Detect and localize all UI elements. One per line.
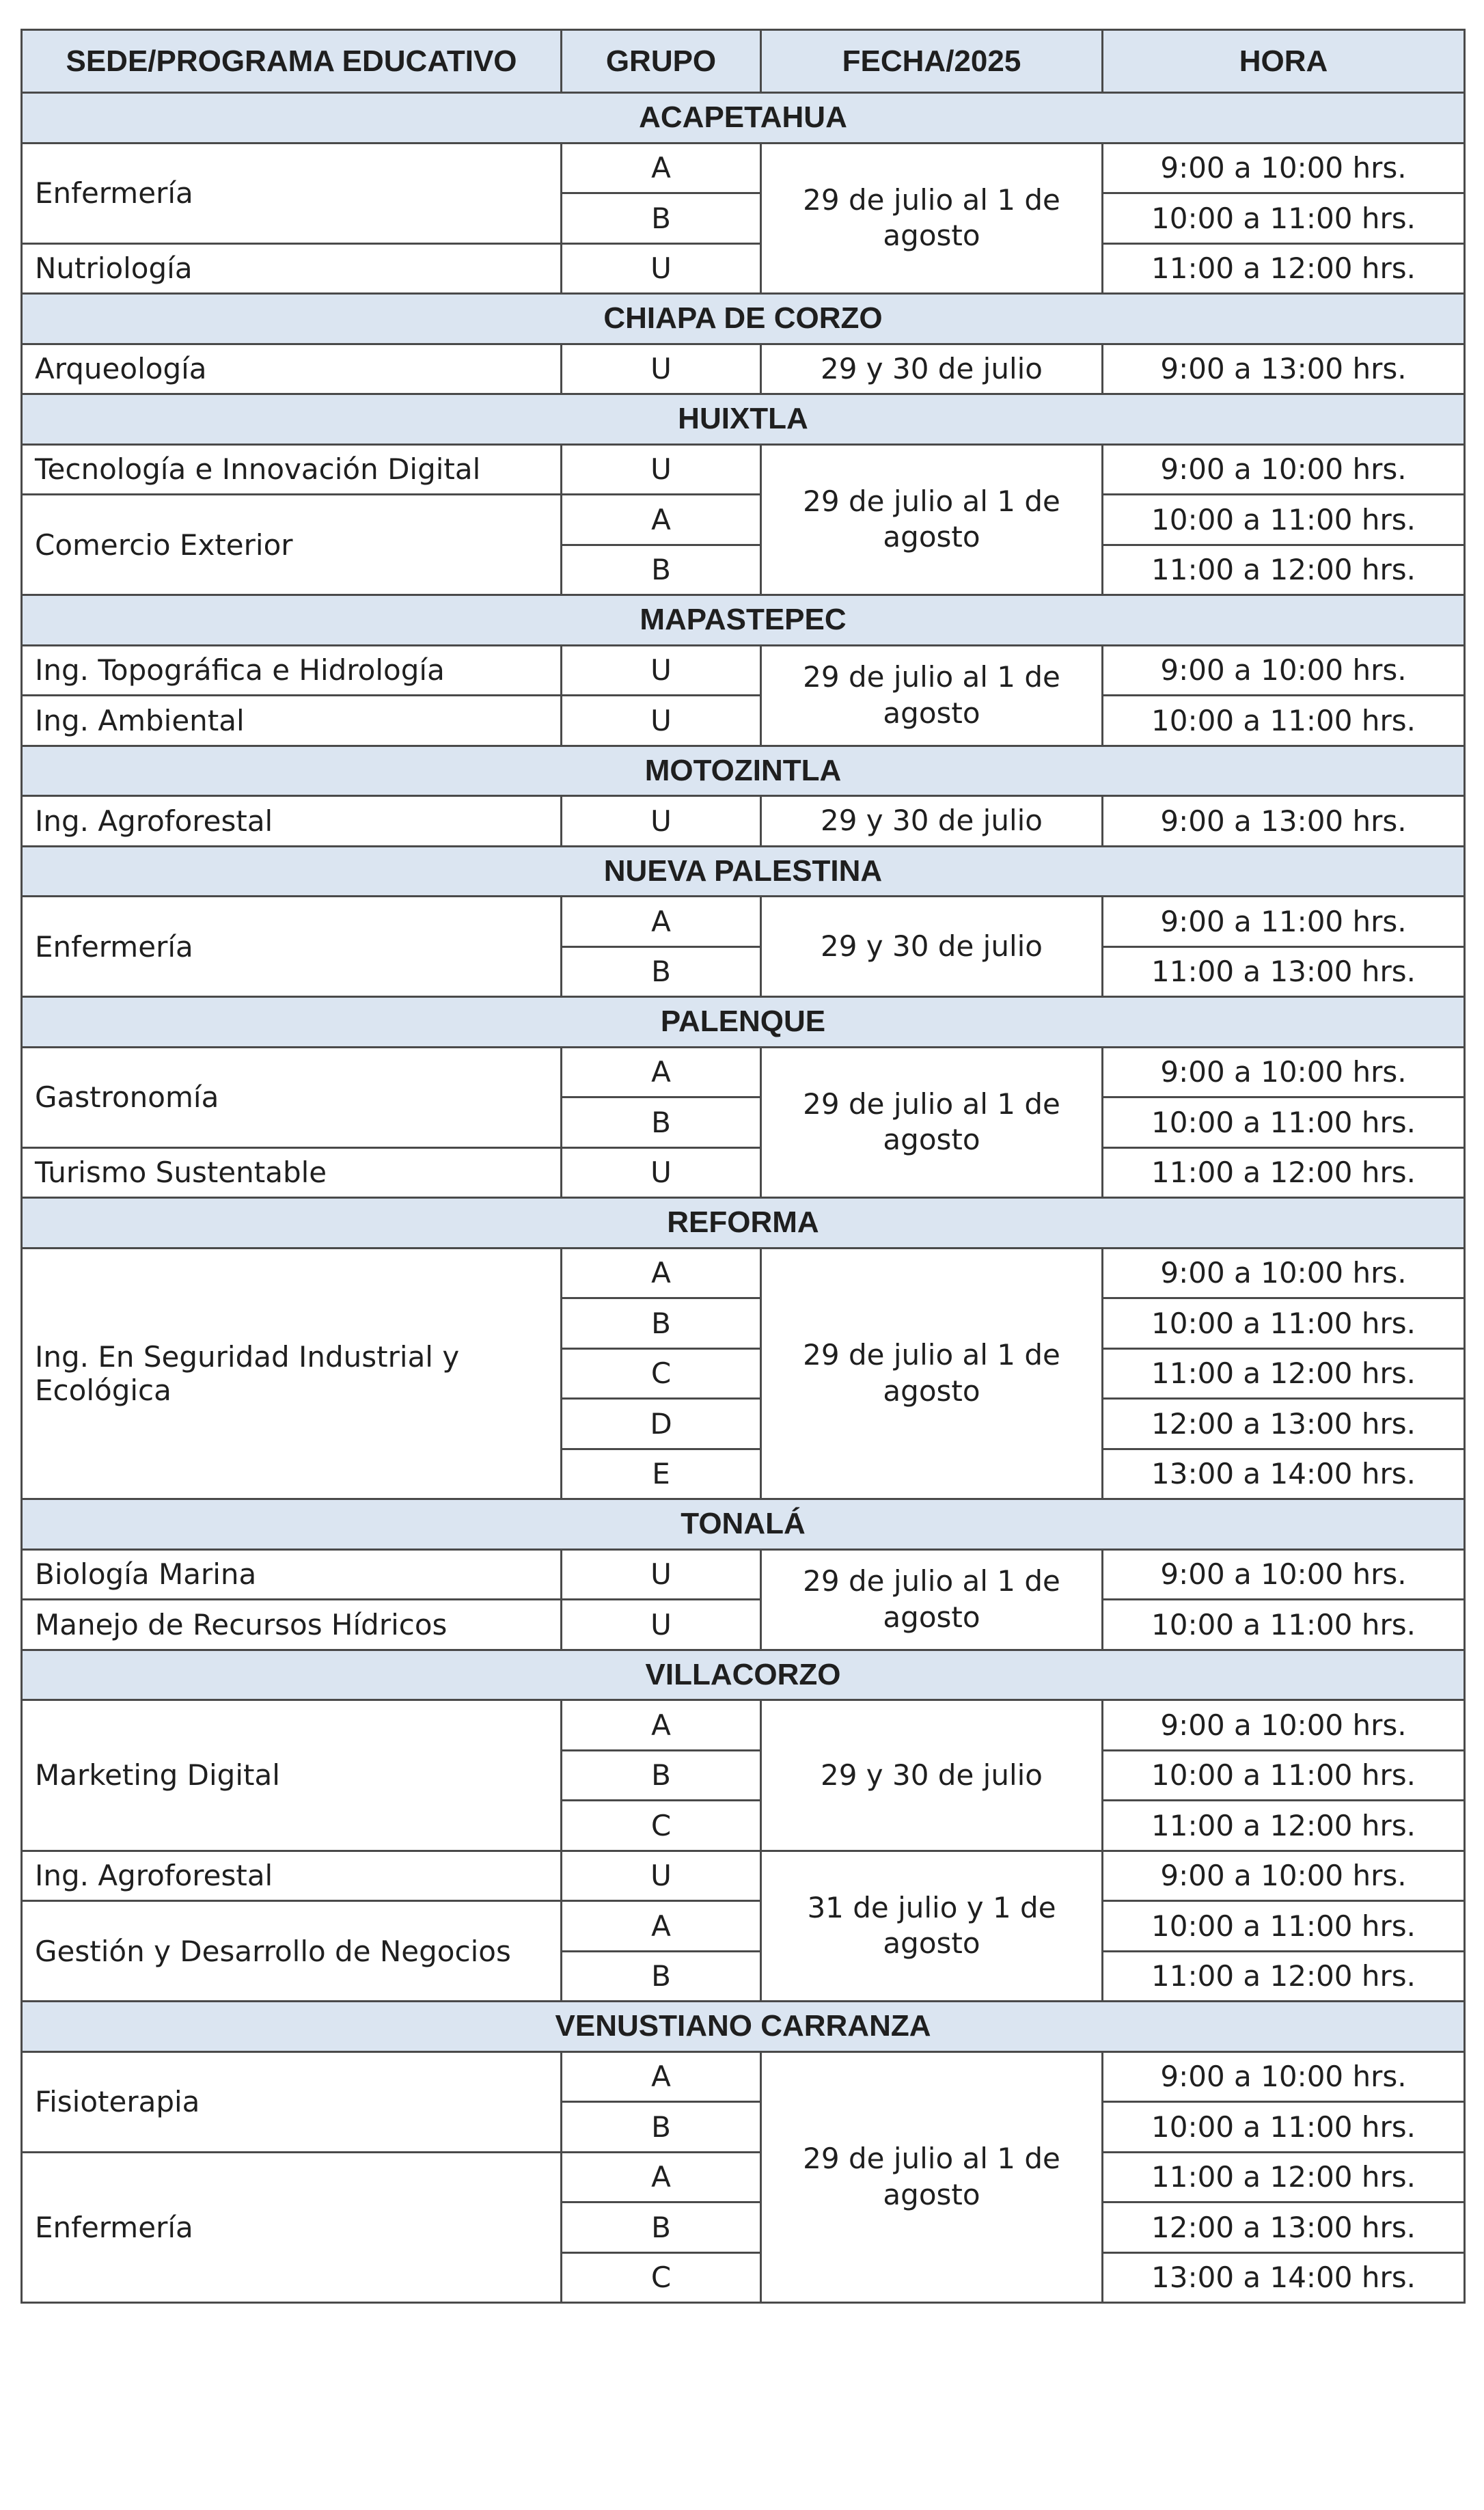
grupo-cell: B bbox=[562, 545, 761, 595]
hora-cell: 12:00 a 13:00 hrs. bbox=[1103, 2202, 1465, 2253]
fecha-cell: 29 de julio al 1 de agosto bbox=[761, 143, 1103, 294]
sede-row bbox=[22, 294, 1465, 344]
hora-cell: 10:00 a 11:00 hrs. bbox=[1103, 1097, 1465, 1148]
programa-cell: Ing. Ambiental bbox=[22, 696, 562, 746]
hora-cell: 11:00 a 12:00 hrs. bbox=[1103, 1348, 1465, 1399]
grupo-cell: A bbox=[562, 1700, 761, 1751]
sede-row bbox=[22, 1198, 1465, 1249]
sede-row bbox=[22, 595, 1465, 646]
grupo-cell: C bbox=[562, 1348, 761, 1399]
hora-cell: 11:00 a 13:00 hrs. bbox=[1103, 946, 1465, 997]
table-row bbox=[22, 1248, 1465, 1298]
grupo-cell: A bbox=[562, 143, 761, 193]
grupo-cell: U bbox=[562, 1549, 761, 1600]
hora-cell: 13:00 a 14:00 hrs. bbox=[1103, 1449, 1465, 1499]
hora-cell: 13:00 a 14:00 hrs. bbox=[1103, 2252, 1465, 2303]
grupo-cell: C bbox=[562, 2252, 761, 2303]
table-row bbox=[22, 696, 1465, 746]
hora-cell: 9:00 a 10:00 hrs. bbox=[1103, 1047, 1465, 1097]
table-row bbox=[22, 645, 1465, 696]
fecha-cell: 29 de julio al 1 de agosto bbox=[761, 1248, 1103, 1499]
programa-cell: Gestión y Desarrollo de Negocios bbox=[22, 1901, 562, 2002]
grupo-cell: B bbox=[562, 2202, 761, 2253]
header-hora: HORA bbox=[1103, 30, 1465, 93]
programa-cell: Marketing Digital bbox=[22, 1700, 562, 1851]
grupo-cell: B bbox=[562, 946, 761, 997]
sede-name: REFORMA bbox=[22, 1198, 1465, 1249]
hora-cell: 11:00 a 12:00 hrs. bbox=[1103, 1801, 1465, 1851]
hora-cell: 11:00 a 12:00 hrs. bbox=[1103, 243, 1465, 294]
grupo-cell: A bbox=[562, 2152, 761, 2202]
hora-cell: 9:00 a 10:00 hrs. bbox=[1103, 1248, 1465, 1298]
fecha-cell: 29 y 30 de julio bbox=[761, 897, 1103, 997]
sede-row bbox=[22, 846, 1465, 897]
table-row bbox=[22, 1700, 1465, 1751]
schedule-body bbox=[22, 93, 1465, 2303]
sede-name: MOTOZINTLA bbox=[22, 746, 1465, 796]
programa-cell: Fisioterapia bbox=[22, 2051, 562, 2152]
table-row bbox=[22, 344, 1465, 394]
programa-cell: Comercio Exterior bbox=[22, 495, 562, 595]
sede-name: TONALÁ bbox=[22, 1499, 1465, 1550]
sede-row bbox=[22, 746, 1465, 796]
hora-cell: 11:00 a 12:00 hrs. bbox=[1103, 2152, 1465, 2202]
hora-cell: 10:00 a 11:00 hrs. bbox=[1103, 1600, 1465, 1650]
sede-name: PALENQUE bbox=[22, 997, 1465, 1048]
programa-cell: Nutriología bbox=[22, 243, 562, 294]
table-row bbox=[22, 143, 1465, 193]
header-grupo: GRUPO bbox=[562, 30, 761, 93]
sede-row bbox=[22, 2002, 1465, 2052]
sede-name: VENUSTIANO CARRANZA bbox=[22, 2002, 1465, 2052]
hora-cell: 9:00 a 10:00 hrs. bbox=[1103, 1851, 1465, 1901]
grupo-cell: A bbox=[562, 1047, 761, 1097]
hora-cell: 9:00 a 10:00 hrs. bbox=[1103, 645, 1465, 696]
sede-name: ACAPETAHUA bbox=[22, 93, 1465, 144]
hora-cell: 9:00 a 13:00 hrs. bbox=[1103, 796, 1465, 847]
grupo-cell: B bbox=[562, 1750, 761, 1801]
grupo-cell: B bbox=[562, 1298, 761, 1349]
grupo-cell: U bbox=[562, 1600, 761, 1650]
sede-row bbox=[22, 93, 1465, 144]
sede-name: CHIAPA DE CORZO bbox=[22, 294, 1465, 344]
table-row bbox=[22, 796, 1465, 847]
grupo-cell: U bbox=[562, 344, 761, 394]
programa-cell: Ing. Agroforestal bbox=[22, 796, 562, 847]
grupo-cell: A bbox=[562, 897, 761, 947]
programa-cell: Enfermería bbox=[22, 2152, 562, 2303]
grupo-cell: U bbox=[562, 1147, 761, 1198]
hora-cell: 10:00 a 11:00 hrs. bbox=[1103, 1750, 1465, 1801]
programa-cell: Arqueología bbox=[22, 344, 562, 394]
programa-cell: Biología Marina bbox=[22, 1549, 562, 1600]
grupo-cell: A bbox=[562, 495, 761, 545]
grupo-cell: C bbox=[562, 1801, 761, 1851]
hora-cell: 9:00 a 10:00 hrs. bbox=[1103, 143, 1465, 193]
table-row bbox=[22, 495, 1465, 545]
table-row bbox=[22, 243, 1465, 294]
hora-cell: 9:00 a 11:00 hrs. bbox=[1103, 897, 1465, 947]
sede-row bbox=[22, 1650, 1465, 1700]
sede-row bbox=[22, 1499, 1465, 1550]
table-row bbox=[22, 1600, 1465, 1650]
grupo-cell: U bbox=[562, 444, 761, 495]
programa-cell: Ing. Topográfica e Hidrología bbox=[22, 645, 562, 696]
hora-cell: 11:00 a 12:00 hrs. bbox=[1103, 1951, 1465, 2002]
hora-cell: 10:00 a 11:00 hrs. bbox=[1103, 193, 1465, 244]
hora-cell: 9:00 a 10:00 hrs. bbox=[1103, 444, 1465, 495]
table-row bbox=[22, 1851, 1465, 1901]
grupo-cell: U bbox=[562, 796, 761, 847]
hora-cell: 10:00 a 11:00 hrs. bbox=[1103, 1298, 1465, 1349]
sede-name: MAPASTEPEC bbox=[22, 595, 1465, 646]
fecha-cell: 31 de julio y 1 de agosto bbox=[761, 1851, 1103, 2002]
grupo-cell: U bbox=[562, 243, 761, 294]
programa-cell: Ing. En Seguridad Industrial y Ecológica bbox=[22, 1248, 562, 1499]
header-fecha: FECHA/2025 bbox=[761, 30, 1103, 93]
grupo-cell: U bbox=[562, 1851, 761, 1901]
grupo-cell: B bbox=[562, 1951, 761, 2002]
programa-cell: Gastronomía bbox=[22, 1047, 562, 1147]
programa-cell: Tecnología e Innovación Digital bbox=[22, 444, 562, 495]
grupo-cell: U bbox=[562, 696, 761, 746]
hora-cell: 10:00 a 11:00 hrs. bbox=[1103, 2102, 1465, 2153]
grupo-cell: A bbox=[562, 1248, 761, 1298]
hora-cell: 9:00 a 10:00 hrs. bbox=[1103, 2051, 1465, 2102]
grupo-cell: B bbox=[562, 193, 761, 244]
fecha-cell: 29 de julio al 1 de agosto bbox=[761, 444, 1103, 595]
sede-name: VILLACORZO bbox=[22, 1650, 1465, 1700]
grupo-cell: E bbox=[562, 1449, 761, 1499]
programa-cell: Ing. Agroforestal bbox=[22, 1851, 562, 1901]
grupo-cell: U bbox=[562, 645, 761, 696]
sede-row bbox=[22, 997, 1465, 1048]
fecha-cell: 29 de julio al 1 de agosto bbox=[761, 645, 1103, 746]
hora-cell: 11:00 a 12:00 hrs. bbox=[1103, 1147, 1465, 1198]
grupo-cell: B bbox=[562, 2102, 761, 2153]
hora-cell: 9:00 a 10:00 hrs. bbox=[1103, 1549, 1465, 1600]
hora-cell: 9:00 a 10:00 hrs. bbox=[1103, 1700, 1465, 1751]
table-row bbox=[22, 2051, 1465, 2102]
table-row bbox=[22, 897, 1465, 947]
sede-row bbox=[22, 394, 1465, 445]
fecha-cell: 29 y 30 de julio bbox=[761, 1700, 1103, 1851]
fecha-cell: 29 de julio al 1 de agosto bbox=[761, 1549, 1103, 1650]
grupo-cell: A bbox=[562, 1901, 761, 1952]
fecha-cell: 29 de julio al 1 de agosto bbox=[761, 1047, 1103, 1198]
sede-name: HUIXTLA bbox=[22, 394, 1465, 445]
header-row bbox=[22, 30, 1465, 93]
programa-cell: Enfermería bbox=[22, 897, 562, 997]
table-row bbox=[22, 1549, 1465, 1600]
table-row bbox=[22, 2152, 1465, 2202]
header-sede-programa: SEDE/PROGRAMA EDUCATIVO bbox=[22, 30, 562, 93]
table-row bbox=[22, 1147, 1465, 1198]
grupo-cell: B bbox=[562, 1097, 761, 1148]
hora-cell: 12:00 a 13:00 hrs. bbox=[1103, 1399, 1465, 1449]
hora-cell: 11:00 a 12:00 hrs. bbox=[1103, 545, 1465, 595]
schedule-table bbox=[20, 29, 1466, 2304]
hora-cell: 10:00 a 11:00 hrs. bbox=[1103, 495, 1465, 545]
sede-name: NUEVA PALESTINA bbox=[22, 846, 1465, 897]
grupo-cell: D bbox=[562, 1399, 761, 1449]
programa-cell: Turismo Sustentable bbox=[22, 1147, 562, 1198]
hora-cell: 10:00 a 11:00 hrs. bbox=[1103, 1901, 1465, 1952]
hora-cell: 9:00 a 13:00 hrs. bbox=[1103, 344, 1465, 394]
table-row bbox=[22, 1901, 1465, 1952]
programa-cell: Enfermería bbox=[22, 143, 562, 243]
table-row bbox=[22, 444, 1465, 495]
grupo-cell: A bbox=[562, 2051, 761, 2102]
programa-cell: Manejo de Recursos Hídricos bbox=[22, 1600, 562, 1650]
fecha-cell: 29 y 30 de julio bbox=[761, 796, 1103, 847]
hora-cell: 10:00 a 11:00 hrs. bbox=[1103, 696, 1465, 746]
fecha-cell: 29 y 30 de julio bbox=[761, 344, 1103, 394]
fecha-cell: 29 de julio al 1 de agosto bbox=[761, 2051, 1103, 2303]
table-row bbox=[22, 1047, 1465, 1097]
